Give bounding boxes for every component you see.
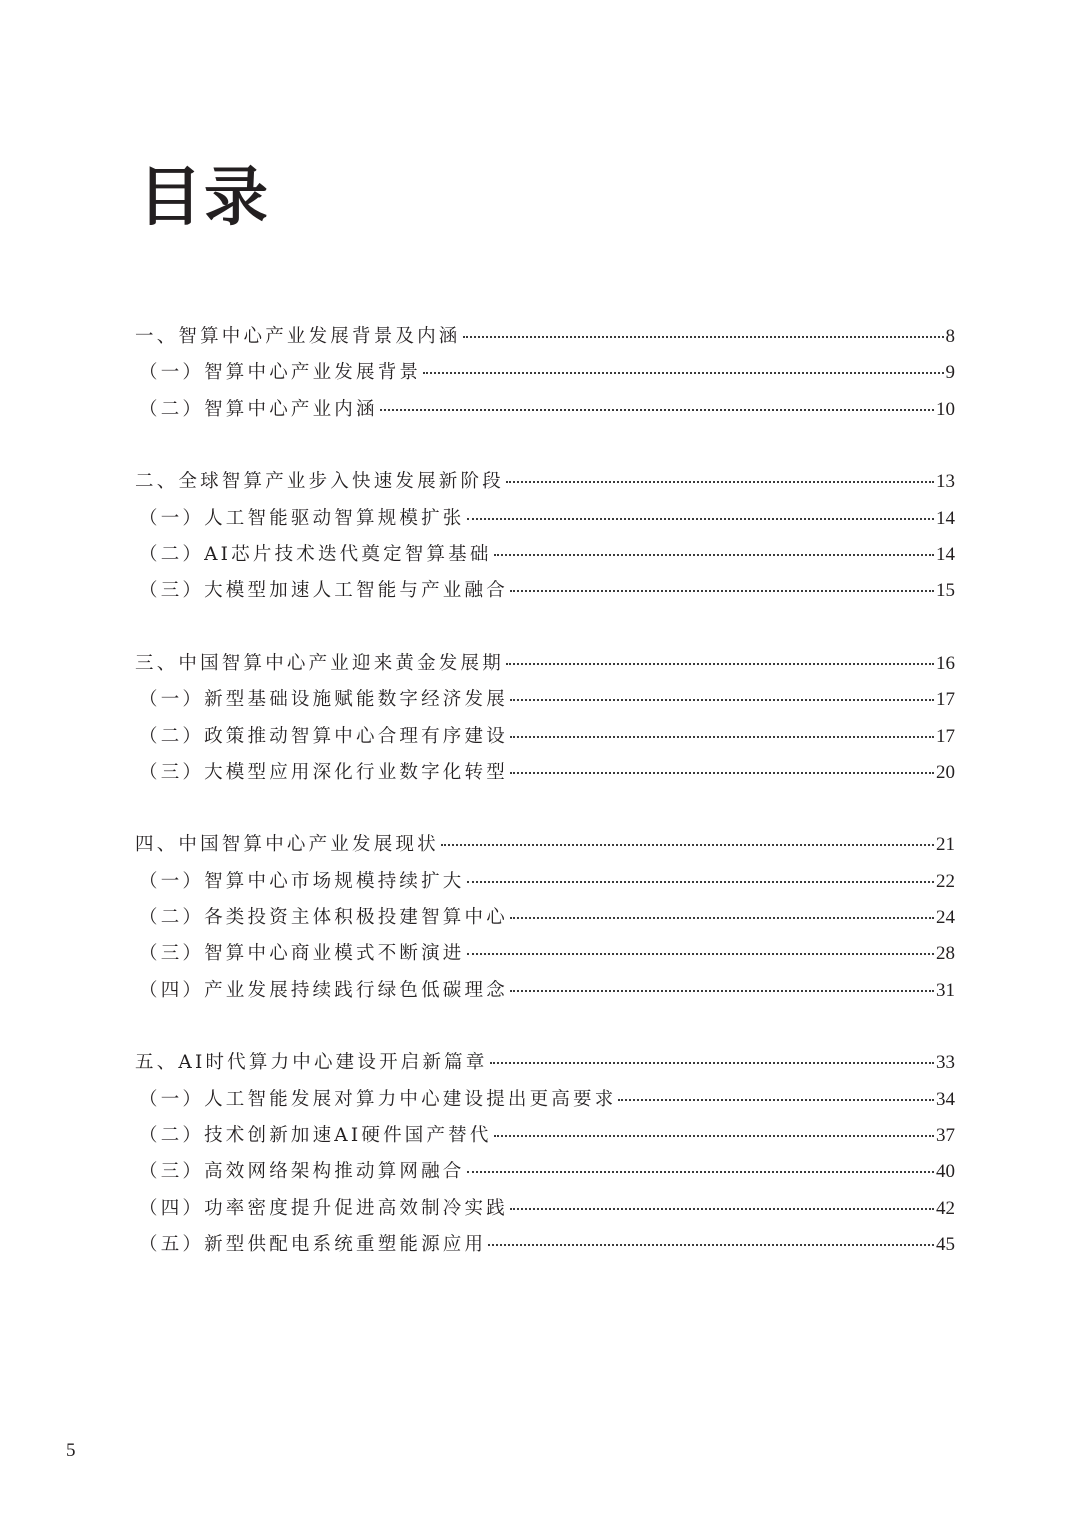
toc-subsection-entry[interactable] bbox=[135, 358, 955, 394]
toc-subsection-entry[interactable] bbox=[135, 1194, 955, 1230]
toc-dot-leader bbox=[510, 990, 934, 992]
toc-subsection-entry[interactable] bbox=[135, 1121, 955, 1157]
toc-section bbox=[135, 830, 955, 1012]
toc-entry-label: （一）智算中心市场规模持续扩大 bbox=[139, 870, 465, 892]
toc-section bbox=[135, 467, 955, 613]
toc-entry-label: （二）智算中心产业内涵 bbox=[139, 398, 378, 420]
toc-entry-page: 40 bbox=[936, 1161, 955, 1183]
toc-subsection-entry[interactable] bbox=[135, 903, 955, 939]
toc-dot-leader bbox=[423, 372, 943, 374]
toc-entry-page: 16 bbox=[936, 652, 955, 674]
toc-entry-page: 22 bbox=[936, 870, 955, 892]
toc-entry-page: 28 bbox=[936, 943, 955, 965]
toc-entry-label: （三）大模型加速人工智能与产业融合 bbox=[139, 580, 508, 602]
toc-dot-leader bbox=[463, 336, 944, 338]
toc-chapter-entry[interactable] bbox=[135, 1048, 955, 1084]
toc-entry-label: （三）大模型应用深化行业数字化转型 bbox=[139, 761, 508, 783]
toc-entry-label: （二）AI芯片技术迭代奠定智算基础 bbox=[139, 543, 492, 565]
toc-entry-label: （三）智算中心商业模式不断演进 bbox=[139, 943, 465, 965]
toc-dot-leader bbox=[441, 844, 934, 846]
toc-entry-page: 14 bbox=[936, 507, 955, 529]
toc-chapter-entry[interactable] bbox=[135, 467, 955, 503]
toc-entry-page: 34 bbox=[936, 1088, 955, 1110]
toc-entry-page: 15 bbox=[936, 580, 955, 602]
toc-subsection-entry[interactable] bbox=[135, 722, 955, 758]
toc-dot-leader bbox=[510, 590, 934, 592]
toc-dot-leader bbox=[488, 1244, 934, 1246]
toc-entry-label: 五、AI时代算力中心建设开启新篇章 bbox=[135, 1052, 488, 1074]
toc-chapter-entry[interactable] bbox=[135, 649, 955, 685]
toc-dot-leader bbox=[467, 518, 934, 520]
toc-section bbox=[135, 322, 955, 431]
toc-section bbox=[135, 1048, 955, 1266]
toc-entry-page: 10 bbox=[936, 398, 955, 420]
toc-dot-leader bbox=[380, 409, 934, 411]
toc-dot-leader bbox=[506, 481, 934, 483]
toc-dot-leader bbox=[510, 772, 934, 774]
toc-entry-label: （一）新型基础设施赋能数字经济发展 bbox=[139, 689, 508, 711]
toc-entry-page: 14 bbox=[936, 543, 955, 565]
toc-subsection-entry[interactable] bbox=[135, 976, 955, 1012]
toc-section bbox=[135, 649, 955, 795]
toc-dot-leader bbox=[467, 1171, 934, 1173]
toc-dot-leader bbox=[506, 663, 934, 665]
page-title: 目录 bbox=[138, 161, 270, 235]
toc-entry-page: 42 bbox=[936, 1197, 955, 1219]
toc-dot-leader bbox=[510, 736, 934, 738]
toc-entry-page: 17 bbox=[936, 689, 955, 711]
toc-subsection-entry[interactable] bbox=[135, 395, 955, 431]
toc-subsection-entry[interactable] bbox=[135, 685, 955, 721]
toc-dot-leader bbox=[494, 1135, 934, 1137]
toc-subsection-entry[interactable] bbox=[135, 504, 955, 540]
toc-subsection-entry[interactable] bbox=[135, 540, 955, 576]
toc-entry-page: 37 bbox=[936, 1125, 955, 1147]
toc-entry-page: 13 bbox=[936, 471, 955, 493]
toc-entry-label: （一）人工智能驱动智算规模扩张 bbox=[139, 507, 465, 529]
toc-dot-leader bbox=[467, 881, 934, 883]
page-number: 5 bbox=[66, 1440, 76, 1461]
toc-dot-leader bbox=[490, 1062, 934, 1064]
toc-dot-leader bbox=[618, 1099, 934, 1101]
toc-entry-label: （一）人工智能发展对算力中心建设提出更高要求 bbox=[139, 1088, 617, 1110]
toc-chapter-entry[interactable] bbox=[135, 830, 955, 866]
toc-dot-leader bbox=[510, 699, 934, 701]
toc-entry-page: 31 bbox=[936, 979, 955, 1001]
toc-entry-page: 21 bbox=[936, 834, 955, 856]
toc-entry-label: （一）智算中心产业发展背景 bbox=[139, 362, 422, 384]
toc-entry-label: （二）技术创新加速AI硬件国产替代 bbox=[139, 1125, 492, 1147]
toc-dot-leader bbox=[510, 917, 934, 919]
toc-entry-label: （五）新型供配电系统重塑能源应用 bbox=[139, 1234, 487, 1256]
toc-entry-page: 33 bbox=[936, 1052, 955, 1074]
toc-dot-leader bbox=[467, 953, 934, 955]
toc-subsection-entry[interactable] bbox=[135, 1085, 955, 1121]
toc-dot-leader bbox=[510, 1208, 934, 1210]
table-of-contents bbox=[135, 322, 955, 1303]
toc-subsection-entry[interactable] bbox=[135, 867, 955, 903]
toc-entry-label: （二）各类投资主体积极投建智算中心 bbox=[139, 907, 508, 929]
toc-entry-page: 8 bbox=[945, 326, 955, 347]
toc-entry-page: 24 bbox=[936, 907, 955, 929]
toc-entry-label: （四）产业发展持续践行绿色低碳理念 bbox=[139, 979, 508, 1001]
toc-subsection-entry[interactable] bbox=[135, 1230, 955, 1266]
toc-entry-page: 45 bbox=[936, 1234, 955, 1256]
toc-entry-label: 三、中国智算中心产业迎来黄金发展期 bbox=[135, 652, 504, 674]
toc-entry-label: （二）政策推动智算中心合理有序建设 bbox=[139, 725, 508, 747]
toc-dot-leader bbox=[494, 554, 934, 556]
toc-entry-label: 二、全球智算产业步入快速发展新阶段 bbox=[135, 471, 504, 493]
toc-entry-label: （三）高效网络架构推动算网融合 bbox=[139, 1161, 465, 1183]
toc-subsection-entry[interactable] bbox=[135, 758, 955, 794]
toc-subsection-entry[interactable] bbox=[135, 1157, 955, 1193]
toc-entry-page: 20 bbox=[936, 761, 955, 783]
toc-entry-label: 一、智算中心产业发展背景及内涵 bbox=[135, 326, 461, 347]
toc-entry-label: 四、中国智算中心产业发展现状 bbox=[135, 834, 439, 856]
toc-entry-page: 9 bbox=[945, 362, 955, 384]
toc-subsection-entry[interactable] bbox=[135, 576, 955, 612]
toc-entry-page: 17 bbox=[936, 725, 955, 747]
toc-chapter-entry[interactable] bbox=[135, 322, 955, 358]
toc-subsection-entry[interactable] bbox=[135, 939, 955, 975]
toc-entry-label: （四）功率密度提升促进高效制冷实践 bbox=[139, 1197, 508, 1219]
